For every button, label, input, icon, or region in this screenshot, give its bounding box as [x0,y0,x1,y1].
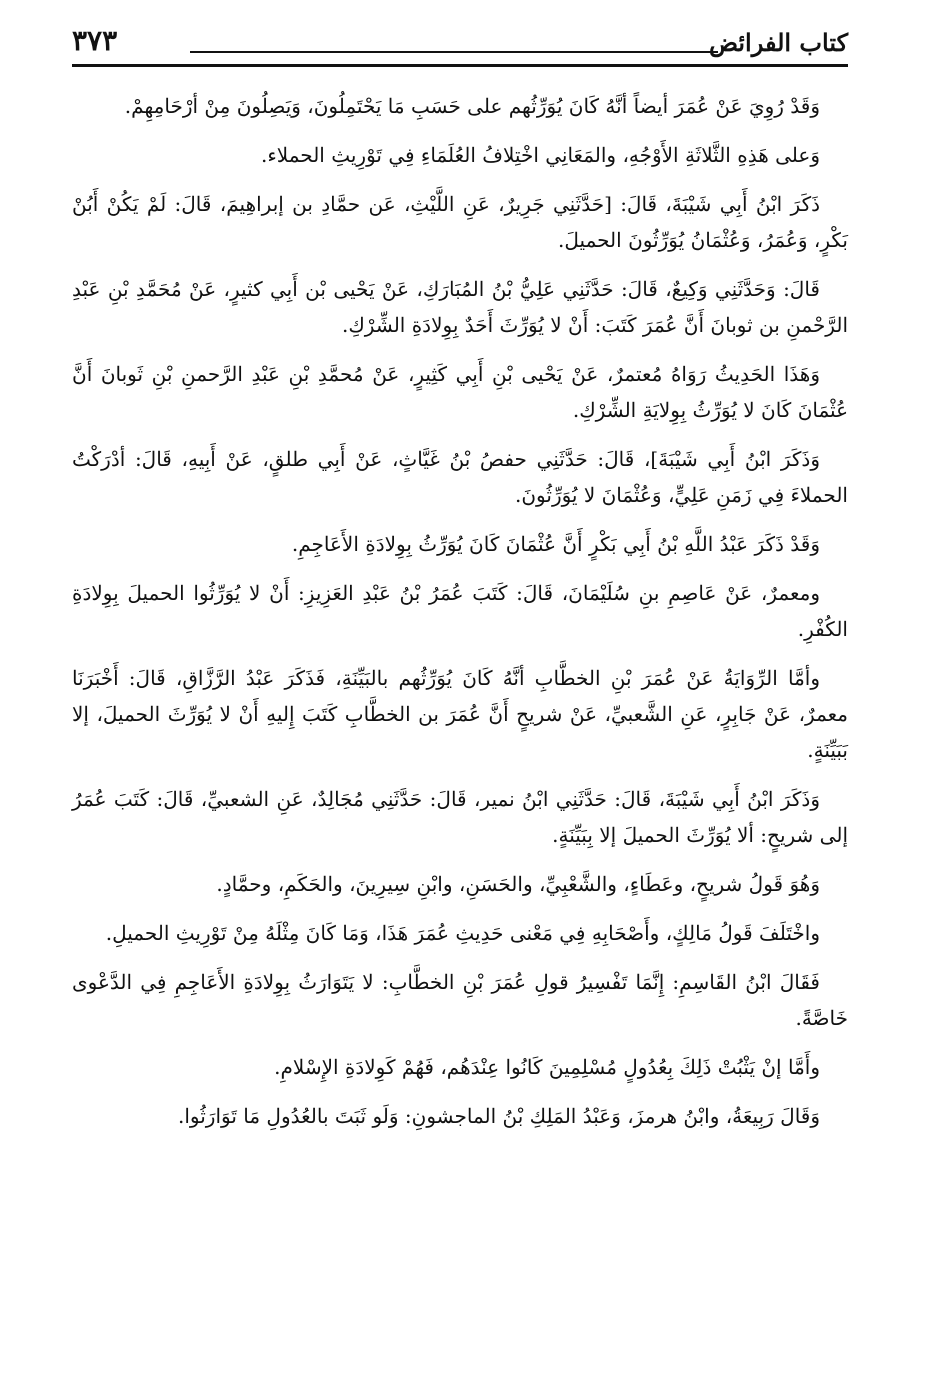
page-header [72,20,848,66]
paragraph: وأمَّا الرِّوَايَةُ عَنْ عُمَرَ بْنِ الخطَّابِ أنَّهُ كَانَ يُوَرِّثُهم بالبَيِّنَةِ، فَذَكَرَ عَبْدُ الرَّزَّاقِ، قَالَ: أَخْبَرَنَا معمرٌ، عَنْ جَابِرٍ، عَنِ الشَّعبيِّ، عَنْ شريحٍ أَنَّ عُمَرَ بن الخطَّابِ كَتَبَ إِليهِ أَنْ لا يُوَرِّثَ الحميلَ، إلا بَبَيِّنَةٍ. [72,666,848,762]
paragraph: ذَكَرَ ابْنُ أَبِي شَيْبَةَ، قَالَ: [حَدَّثَنِي جَرِيرٌ، عَنِ اللَّيْثِ، عَن حمَّادِ بن إبراهِيمَ، قَالَ: لَمْ يَكُنْ أَبُنْ بَكْرٍ، وَعُمَرُ، وَعُثْمَانُ يُوَرِّثُونَ الحميلَ. [72,192,848,252]
paragraph: وَذَكَرَ ابْنُ أَبِي شَيْبَةَ]، قَالَ: حَدَّثَنِي حفصُ بْنُ غَيَّاثٍ، عَنْ أَبِي طلقٍ، عَنْ أَبِيهِ، قَالَ: أدْرَكْتُ الحملاءَ فِي زَمَنِ عَلِيٍّ، وَعُثْمَانَ لا يُوَرِّثُونَ. [72,447,848,507]
page-body [72,88,848,1147]
header-short-rule [190,51,718,53]
paragraph: وَقَالَ رَبِيعَةُ، وابْنُ هرمزَ، وَعَبْدُ المَلِكِ بْنُ الماجشونِ: وَلَو ثَبَتَ بالعُدُولِ مَا تَوَارَثُوا. [177,1104,820,1128]
paragraph: قَالَ: وَحَدَّثَنِي وَكِيعٌ، قَالَ: حَدَّثَنِي عَلِيُّ بْنُ المُبَارَكِ، عَنْ يَحْيى بْن أَبِي كثيرٍ، عَنْ مُحَمَّدِ بْنِ عَبْدِ الرَّحْمنِ بن ثوبانَ أَنَّ عُمَرَ كَتَبَ: أَنْ لا يُوَرِّثَ أَحَدٌ بِوِلادَةِ الشِّرْكِ. [72,277,848,337]
paragraph: وَقَدْ رُوِيَ عَنْ عُمَرَ أيضاً أنَّهُ كَانَ يُوَرِّثُهم على حَسَبِ مَا يَحْتَمِلُونَ، وَيَصِلُونَ مِنْ أرْحَامِهِمْ. [124,94,820,118]
paragraph: وَهَذَا الحَدِيثُ رَوَاهُ مُعتمرٌ، عَنْ يَحْيى بْنِ أَبِي كَثِيرٍ، عَنْ مُحمَّدِ بْنِ عَبْدِ الرَّحمنِ بْنِ ثَوبانَ أَنَّ عُثْمَانَ كَانَ لا يُوَرِّثُ بِوِلايَةِ الشِّرْكِ. [72,362,848,422]
paragraph: فَقَالَ ابْنُ القَاسِمِ: إِنَّمَا تَفْسِيرُ قولِ عُمَرَ بْنِ الخطَّابِ: لا يَتَوَارَثُ بِوِلادَةِ الأَعَاجِمِ فِي الدَّعْوى خَاصَّةً. [72,970,848,1030]
paragraph: وَقَدْ ذَكَرَ عَبْدُ اللَّهِ بْنُ أَبِي بَكْرٍ أَنَّ عُثْمَانَ كَانَ يُوَرِّثُ بِوِلادَةِ الأَعَاجِمِ. [291,532,820,556]
paragraph: واخْتَلَفَ قَولُ مَالِكٍ، وأَصْحَابِهِ فِي مَعْنى حَدِيثِ عُمَرَ هَذَا، وَمَا كَانَ مِثْلَهُ مِنْ تَوْرِيثِ الحميلِ. [105,921,820,945]
running-title: كتاب الفرائض [708,28,848,57]
header-rule [72,64,848,67]
paragraph: وَذَكَرَ ابْنُ أَبِي شَيْبَةَ، قَالَ: حَدَّثَنِي ابْنُ نمير، قَالَ: حَدَّثَنِي مُجَالِدٌ، عَنِ الشعبيِّ، قَالَ: كَتَبَ عُمَرُ إلى شريحٍ: ألا يُوَرِّثَ الحميلَ إلا بِبَيِّنَةٍ. [72,787,848,847]
paragraph: ومعمرٌ، عَنْ عَاصِمِ بنِ سُلَيْمَانَ، قَالَ: كَتَبَ عُمَرُ بْنُ عَبْدِ العَزِيزِ: أَنْ لا يُوَرِّثُوا الحميلَ بِوِلادَةِ الكُفْرِ. [72,581,848,641]
paragraph: وأَمَّا إنْ يَثْبُتْ ذَلِكَ بِعُدُولٍ مُسْلِمِينَ كَانُوا عِنْدَهُم، فَهُمْ كَوِلادَةِ الإِسْلامِ. [274,1055,820,1079]
paragraph: وَعلى هَذِهِ الثَّلاثَةِ الأَوْجُهِ، والمَعَانِي اخْتِلافُ العُلَمَاءِ فِي تَوْرِيثِ الحملاء. [261,143,820,167]
page-number: ٣٧٣ [72,24,118,57]
paragraph: وَهُوَ قَولُ شريحٍ، وعَطَاءٍ، والشَّعْبِيِّ، والحَسَنِ، وابْنِ سِيرِينَ، والحَكَمِ، وحمَّادٍ. [216,872,820,896]
